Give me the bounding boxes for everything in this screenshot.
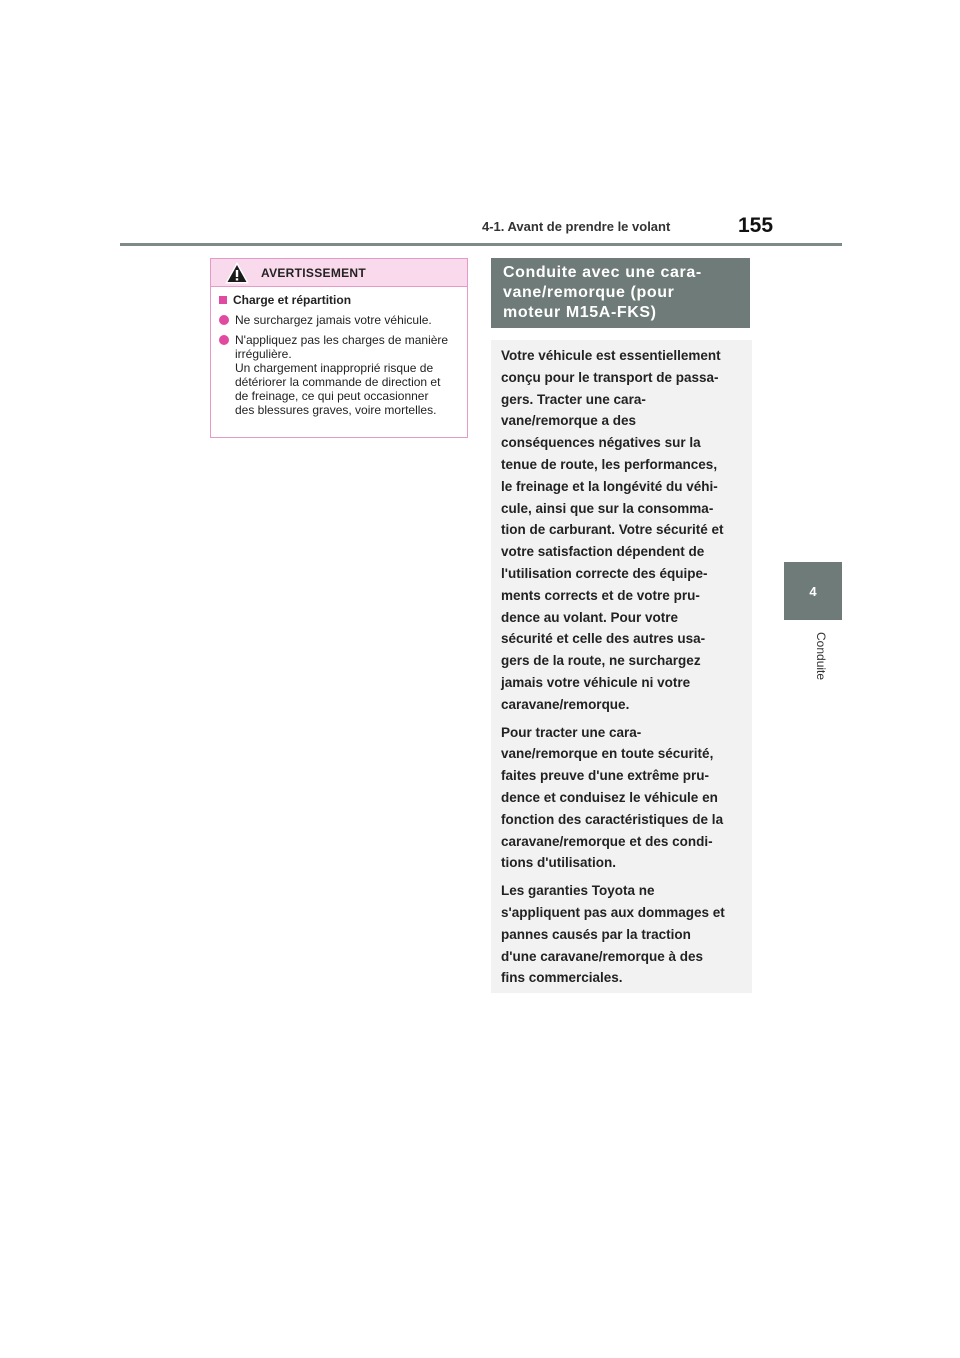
warning-bullet [219,313,459,327]
square-bullet-icon [219,296,227,304]
section-title: Conduite avec une cara- vane/remorque (pour moteur M15A-FKS) [491,258,750,328]
chapter-tab: 4 [784,562,842,620]
warning-header [211,259,467,287]
paragraph: Votre véhicule est essentiellement conçu pour le transport de passa- gers. Tracter une cara- vane/remorque a des conséquences négatives sur la tenue de route, les performances, le freinage et la longévité du véhi- cule, ainsi que sur la consomma- tion de carburant. Votre sécurité et votre satisfaction dépendent de l'utilisation correcte des équipe- ments corrects et de votre pru- dence au volant. Pour votre sécurité et celle des autres usa- gers de la route, ne surchargez jamais votre véhicule ni votre caravane/remorque. [501,348,724,712]
page-number: 155 [738,214,774,237]
chapter-label: Conduite [814,632,828,681]
warning-body [211,287,467,417]
header-divider [120,243,842,246]
warning-heading-text: Charge et répartition [233,293,352,307]
warning-heading [219,293,459,307]
warning-bullet-text: N'appliquez pas les charges de manière irrégulière. Un chargement inapproprié risque de détériorer la commande de direction et de freinage, ce qui peut occasionner des blessures graves, voire mortelles. [235,333,449,417]
paragraph: Pour tracter une cara- vane/remorque en toute sécurité, faites preuve d'une extrême pru- dence et conduisez le véhicule en fonction des caractéristiques de la caravane/remorque et des condi- tions d'utilisation. [501,724,724,871]
section-content [491,340,752,993]
warning-bullet-text: Ne surchargez jamais votre véhicule. [235,313,432,327]
circle-bullet-icon [219,335,229,345]
warning-bullet [219,333,459,417]
warning-box [210,258,468,438]
warning-triangle-icon [225,262,249,284]
circle-bullet-icon [219,315,229,325]
warning-title: AVERTISSEMENT [261,265,367,280]
chapter-section-title: 4-1. Avant de prendre le volant [482,219,671,234]
paragraph: Les garanties Toyota ne s'appliquent pas aux dommages et pannes causés par la traction d'une caravane/remorque à des fins commerciales. [501,883,725,986]
